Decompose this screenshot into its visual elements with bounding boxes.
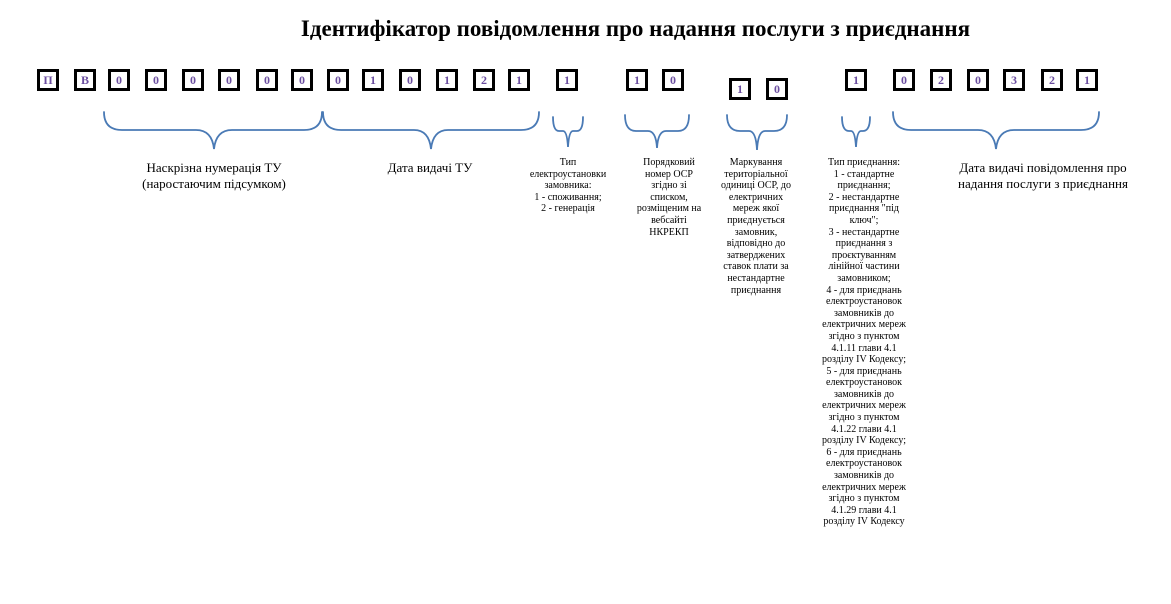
code-box-territorial-unit-2: 0: [766, 78, 788, 100]
code-box-notice-date-4: 3: [1003, 69, 1025, 91]
label-installation-type: Тип електроустановки замовника: 1 - споживання; 2 - генерація: [529, 157, 607, 215]
code-box-letter-p: П: [37, 69, 59, 91]
code-box-numbering-1: 0: [108, 69, 130, 91]
code-box-osr-number-2: 0: [662, 69, 684, 91]
code-box-numbering-6: 0: [291, 69, 313, 91]
label-territorial-unit: Маркування територіальної одиниці ОСР, до електричних мереж якої приєднується замовник, відповідно до затверджених ставок плати за нестандартне приєднання: [721, 157, 791, 296]
diagram-title: Ідентифікатор повідомлення про надання послуги з приєднання: [300, 16, 971, 41]
code-box-notice-date-1: 0: [893, 69, 915, 91]
brace-notice-date: [893, 112, 1099, 149]
code-box-territorial-unit-1: 1: [729, 78, 751, 100]
brace-numbering: [104, 112, 322, 149]
code-box-notice-date-3: 0: [967, 69, 989, 91]
code-box-numbering-2: 0: [145, 69, 167, 91]
code-box-notice-date-6: 1: [1076, 69, 1098, 91]
code-box-osr-number-1: 1: [626, 69, 648, 91]
code-box-tu-date-3: 0: [399, 69, 421, 91]
code-box-tu-date-2: 1: [362, 69, 384, 91]
code-box-numbering-4: 0: [218, 69, 240, 91]
code-box-notice-date-2: 2: [930, 69, 952, 91]
brace-connection-type: [842, 117, 870, 147]
code-box-tu-date-4: 1: [436, 69, 458, 91]
code-box-tu-date-5: 2: [473, 69, 495, 91]
code-box-numbering-5: 0: [256, 69, 278, 91]
code-box-connection-type: 1: [845, 69, 867, 91]
code-box-letter-v: В: [74, 69, 96, 91]
label-numbering: Наскрізна нумерація ТУ (наростаючим підсумком): [142, 160, 286, 191]
brace-osr-number: [625, 115, 689, 148]
code-box-numbering-3: 0: [182, 69, 204, 91]
code-box-notice-date-5: 2: [1041, 69, 1063, 91]
label-osr-number: Порядковий номер ОСР згідно зі списком, розміщеним на вебсайті НКРЕКП: [636, 157, 702, 238]
label-tu-date: Дата видачі ТУ: [387, 160, 473, 175]
label-notice-date: Дата видачі повідомлення про надання послуги з приєднання: [958, 160, 1128, 191]
brace-territorial-unit: [727, 115, 787, 150]
brace-installation-type: [553, 117, 583, 147]
brace-tu-date: [323, 112, 539, 149]
code-box-tu-date-6: 1: [508, 69, 530, 91]
code-box-tu-date-1: 0: [327, 69, 349, 91]
label-connection-type: Тип приєднання: 1 - стандартне приєднання; 2 - нестандартне приєднання "під ключ"; 3 - нестандартне приєднання з проєктуванням лінійної частини замовником; 4 - для приєднань електроустановок замовників до електричних мереж згідно з пунктом 4.1.11 глави 4.1 розділу IV Кодексу; 5 - для приєднань електроустановок замовників до електричних мереж згідно з пунктом 4.1.22 глави 4.1 розділу IV Кодексу; 6 - для приєднань електроустановок замовників до електричних мереж згідно з пунктом 4.1.29 глави 4.1 розділу IV Кодексу: [822, 157, 906, 528]
code-box-installation-type: 1: [556, 69, 578, 91]
